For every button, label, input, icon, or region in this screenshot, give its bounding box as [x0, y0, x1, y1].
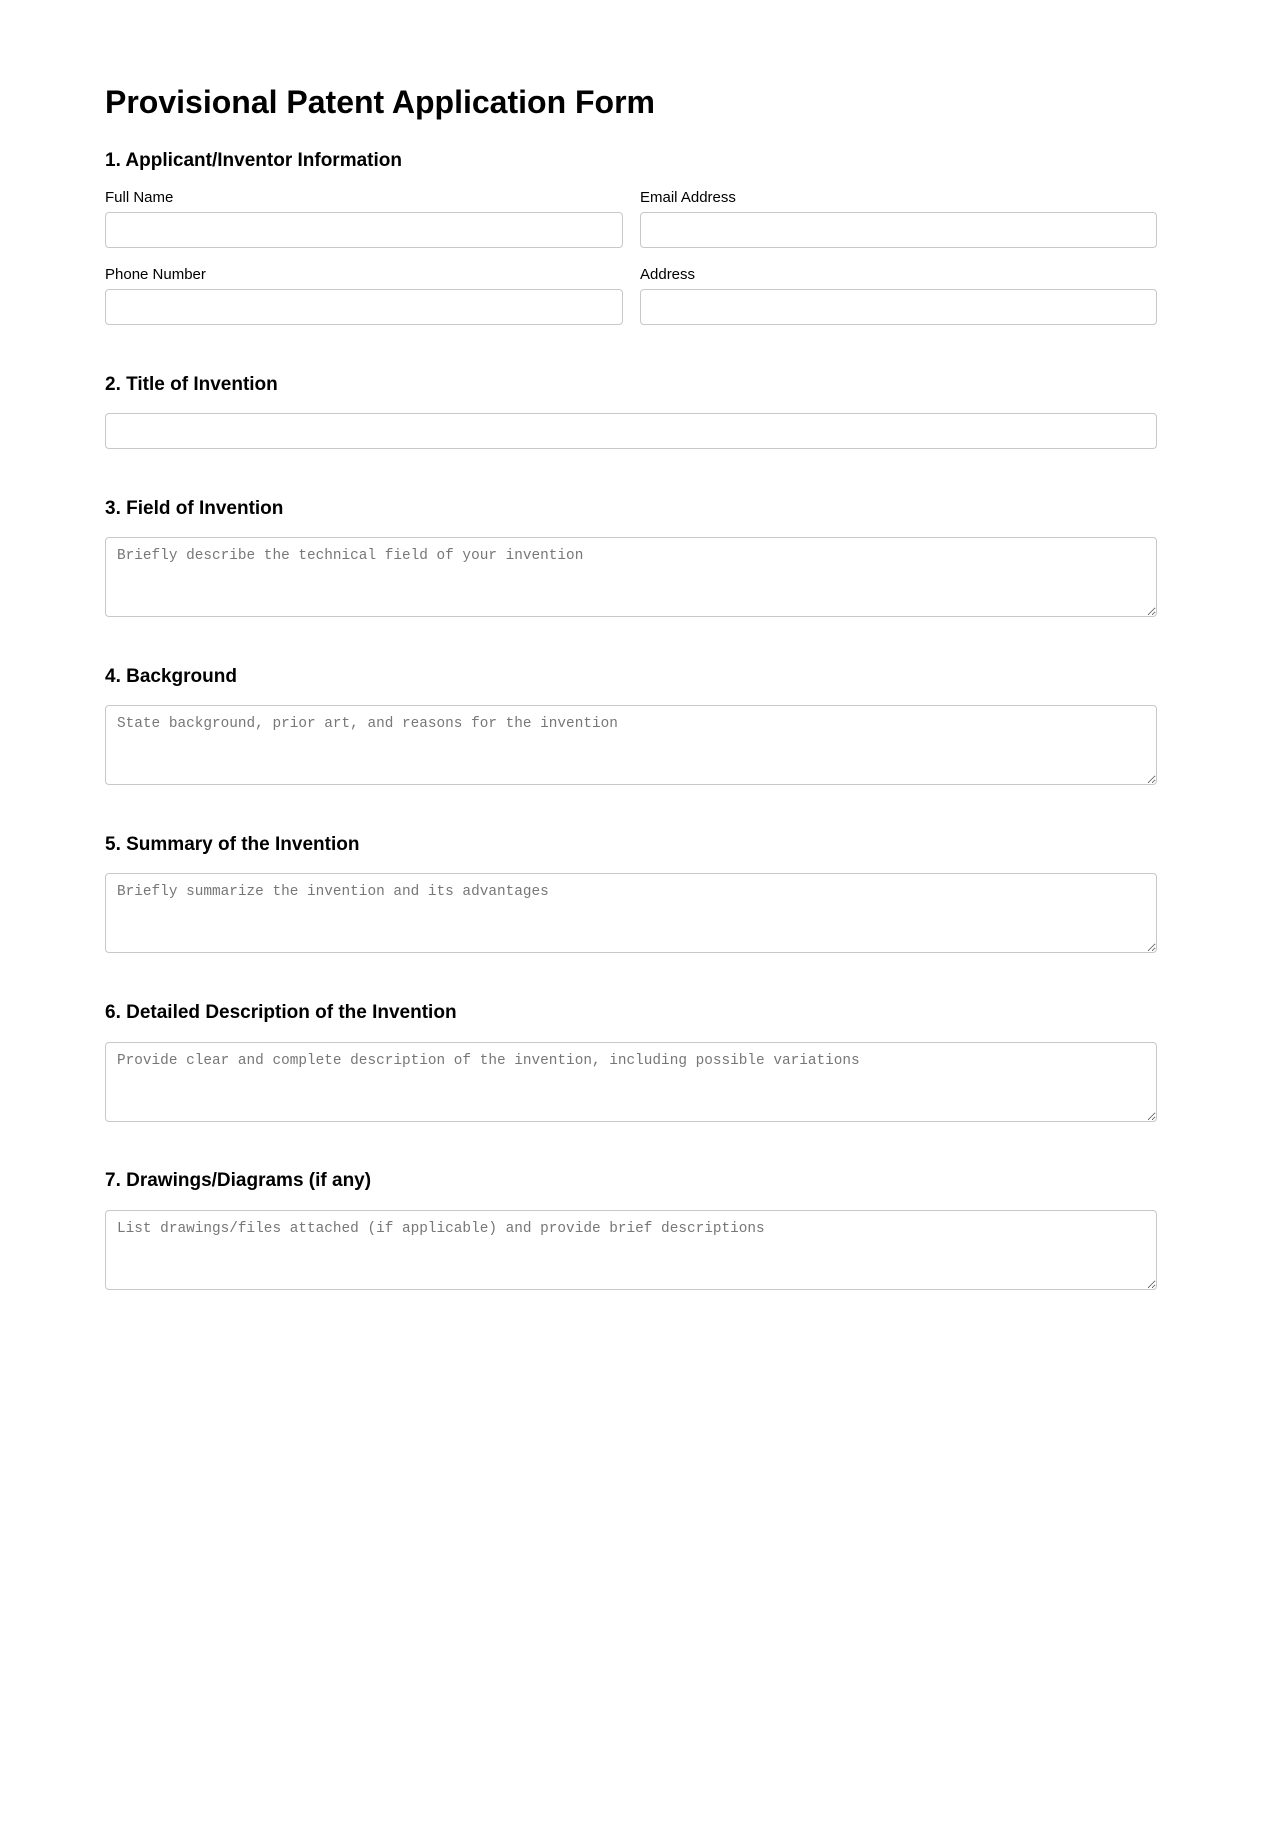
phone-input[interactable]	[105, 289, 623, 325]
phone-label: Phone Number	[105, 266, 206, 283]
detailed-description-textarea[interactable]	[105, 1042, 1157, 1122]
title-of-invention-input[interactable]	[105, 413, 1157, 449]
section-heading-field-of-invention: 3. Field of Invention	[105, 498, 284, 519]
email-input[interactable]	[640, 212, 1157, 248]
background-textarea[interactable]	[105, 705, 1157, 785]
section-heading-detailed-description: 6. Detailed Description of the Invention	[105, 1002, 457, 1023]
full-name-input[interactable]	[105, 212, 623, 248]
page-title: Provisional Patent Application Form	[105, 84, 655, 120]
summary-textarea[interactable]	[105, 873, 1157, 953]
address-label: Address	[640, 266, 696, 283]
section-heading-applicant: 1. Applicant/Inventor Information	[105, 150, 402, 171]
email-label: Email Address	[640, 189, 736, 206]
field-of-invention-textarea[interactable]	[105, 537, 1157, 617]
full-name-label: Full Name	[105, 189, 174, 206]
section-heading-drawings: 7. Drawings/Diagrams (if any)	[105, 1170, 372, 1191]
section-heading-background: 4. Background	[105, 666, 237, 687]
drawings-textarea[interactable]	[105, 1210, 1157, 1290]
section-heading-title-of-invention: 2. Title of Invention	[105, 374, 278, 395]
section-heading-summary: 5. Summary of the Invention	[105, 834, 360, 855]
address-input[interactable]	[640, 289, 1157, 325]
